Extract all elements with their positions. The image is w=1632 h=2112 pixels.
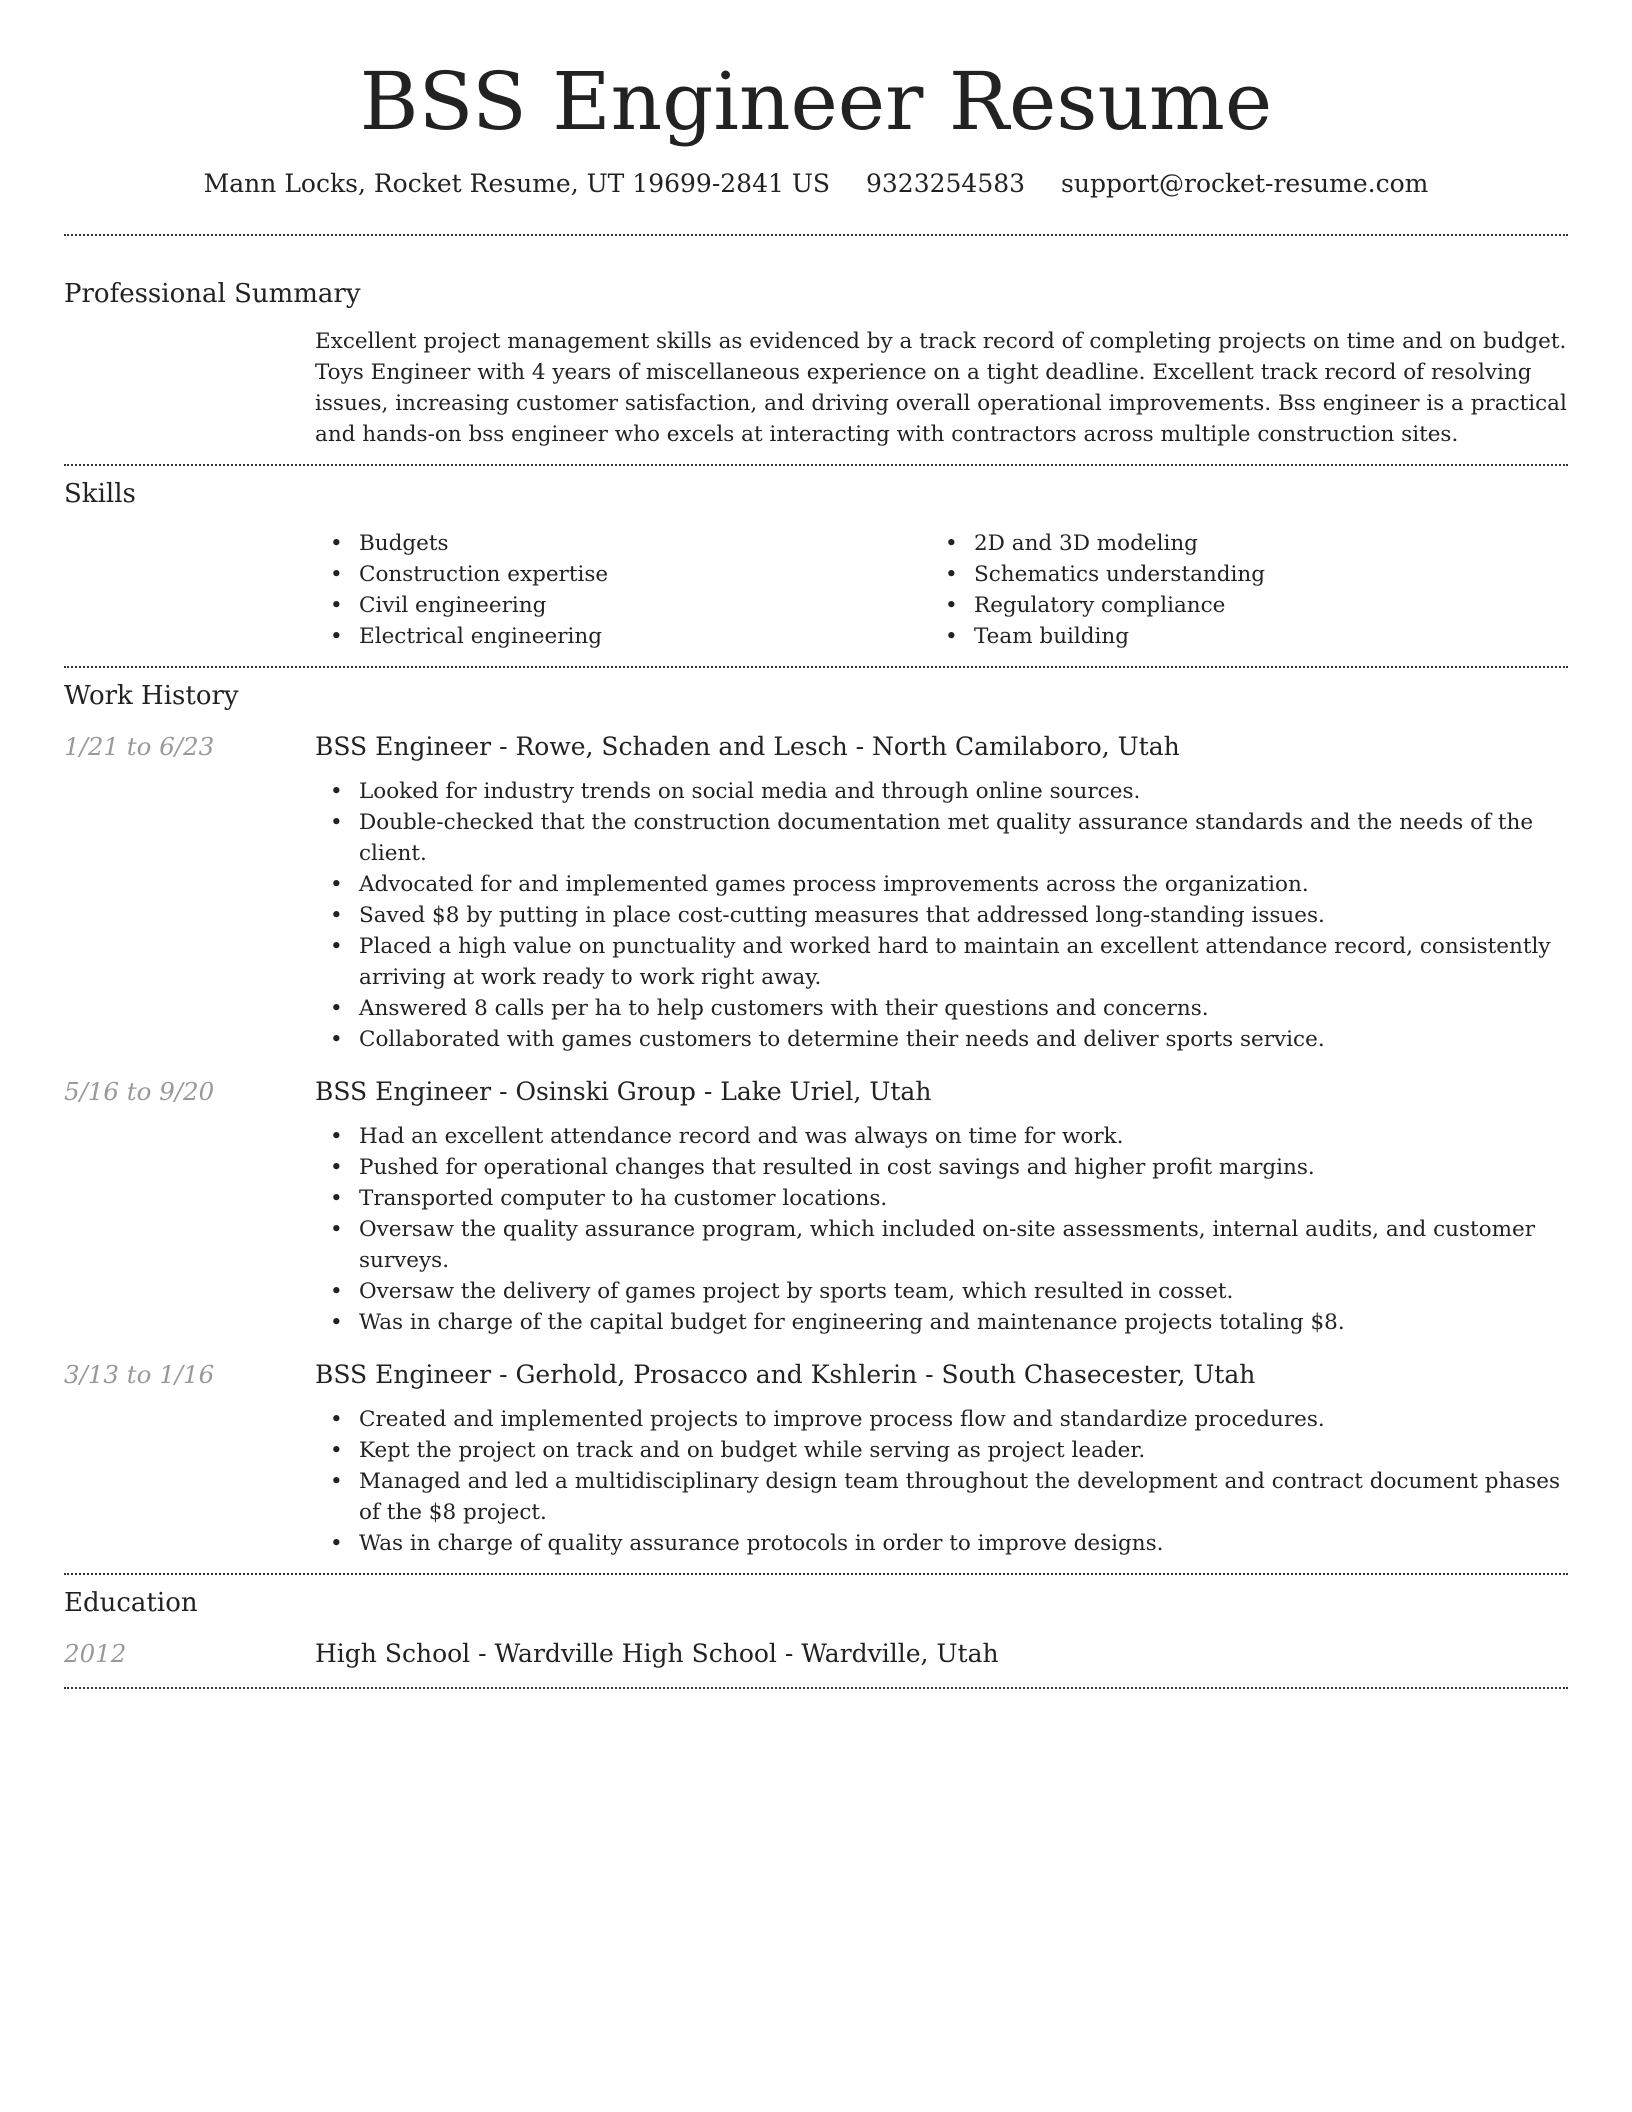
skill-item: • Electrical engineering — [315, 621, 930, 652]
job-bullet: • Placed a high value on punctuality and worked hard to maintain an excellent attendance record, consistently arriving at work ready to work right away. — [315, 931, 1568, 993]
job-bullet: • Created and implemented projects to improve process flow and standardize procedures. — [315, 1404, 1568, 1435]
contact-email: support@rocket-resume.com — [1061, 169, 1429, 198]
skills-grid — [315, 528, 1568, 666]
page-title: BSS Engineer Resume — [359, 55, 1273, 148]
job-bullet: • Looked for industry trends on social media and through online sources. — [315, 776, 1568, 807]
job-bullets — [315, 1404, 1568, 1559]
skill-item: • Construction expertise — [315, 559, 930, 590]
resume-header — [64, 0, 1568, 202]
skill-item: • Regulatory compliance — [930, 590, 1545, 621]
education-section — [64, 1575, 1568, 1687]
professional-summary-section — [64, 236, 1568, 464]
job-bullet: • Transported computer to ha customer locations. — [315, 1183, 1568, 1214]
job-bullet: • Had an excellent attendance record and was always on time for work. — [315, 1121, 1568, 1152]
skill-item: • Schematics understanding — [930, 559, 1545, 590]
job-bullet: • Oversaw the quality assurance program, which included on-site assessments, internal audits, and customer surveys. — [315, 1214, 1568, 1276]
job-dates: 1/21 to 6/23 — [64, 732, 215, 761]
section-title-summary: Professional Summary — [64, 279, 361, 309]
job-dates: 5/16 to 9/20 — [64, 1077, 215, 1106]
education-entry — [64, 1637, 1568, 1671]
skill-item: • 2D and 3D modeling — [930, 528, 1545, 559]
skills-column-right — [930, 528, 1545, 652]
job-bullet: • Kept the project on track and on budget while serving as project leader. — [315, 1435, 1568, 1466]
job-bullet: • Saved $8 by putting in place cost-cutting measures that addressed long-standing issues. — [315, 900, 1568, 931]
job-bullets — [315, 1121, 1568, 1338]
job-bullet: • Advocated for and implemented games process improvements across the organization. — [315, 869, 1568, 900]
job-bullet: • Answered 8 calls per ha to help customers with their questions and concerns. — [315, 993, 1568, 1024]
job-bullet: • Was in charge of the capital budget for engineering and maintenance projects totaling $8. — [315, 1307, 1568, 1338]
job-title: BSS Engineer - Osinski Group - Lake Uriel, Utah — [315, 1077, 932, 1106]
skill-item: • Budgets — [315, 528, 930, 559]
skills-column-left — [315, 528, 930, 652]
work-history-section — [64, 668, 1568, 1573]
section-title-education: Education — [64, 1588, 198, 1618]
job-entry — [64, 1358, 1568, 1559]
job-header — [64, 1358, 1568, 1392]
contact-line — [64, 166, 1568, 202]
skill-item: • Civil engineering — [315, 590, 930, 621]
job-bullet: • Collaborated with games customers to determine their needs and deliver sports service. — [315, 1024, 1568, 1055]
job-bullet: • Managed and led a multidisciplinary design team throughout the development and contract document phases of the $8 project. — [315, 1466, 1568, 1528]
education-details: High School - Wardville High School - Wardville, Utah — [315, 1639, 999, 1668]
job-dates: 3/13 to 1/16 — [64, 1360, 215, 1389]
section-title-work: Work History — [64, 681, 239, 711]
summary-text: Excellent project management skills as evidenced by a track record of completing projects on time and on budget. Toys Engineer with 4 years of miscellaneous experience on a tight deadline. Excellent track record of resolving issues, increasing customer satisfaction, and driving overall operational improvements. Bss engineer is a practical and hands-on bss engineer who excels at interacting with contractors across multiple construction sites. — [315, 329, 1567, 447]
job-header — [64, 730, 1568, 764]
contact-phone: 9323254583 — [866, 169, 1026, 198]
job-title: BSS Engineer - Rowe, Schaden and Lesch - North Camilaboro, Utah — [315, 732, 1180, 761]
job-bullet: • Pushed for operational changes that resulted in cost savings and higher profit margins. — [315, 1152, 1568, 1183]
section-title-skills: Skills — [64, 479, 136, 509]
job-title: BSS Engineer - Gerhold, Prosacco and Kshlerin - South Chasecester, Utah — [315, 1360, 1256, 1389]
job-entry — [64, 730, 1568, 1055]
section-divider — [64, 1687, 1568, 1689]
contact-address: Mann Locks, Rocket Resume, UT 19699-2841 US — [203, 169, 831, 198]
job-bullets — [315, 776, 1568, 1055]
job-bullet: • Was in charge of quality assurance protocols in order to improve designs. — [315, 1528, 1568, 1559]
skills-section — [64, 466, 1568, 666]
skill-item: • Team building — [930, 621, 1545, 652]
education-year: 2012 — [64, 1639, 127, 1668]
job-header — [64, 1075, 1568, 1109]
job-entry — [64, 1075, 1568, 1338]
job-bullet: • Double-checked that the construction documentation met quality assurance standards and the needs of the client. — [315, 807, 1568, 869]
job-bullet: • Oversaw the delivery of games project by sports team, which resulted in cosset. — [315, 1276, 1568, 1307]
